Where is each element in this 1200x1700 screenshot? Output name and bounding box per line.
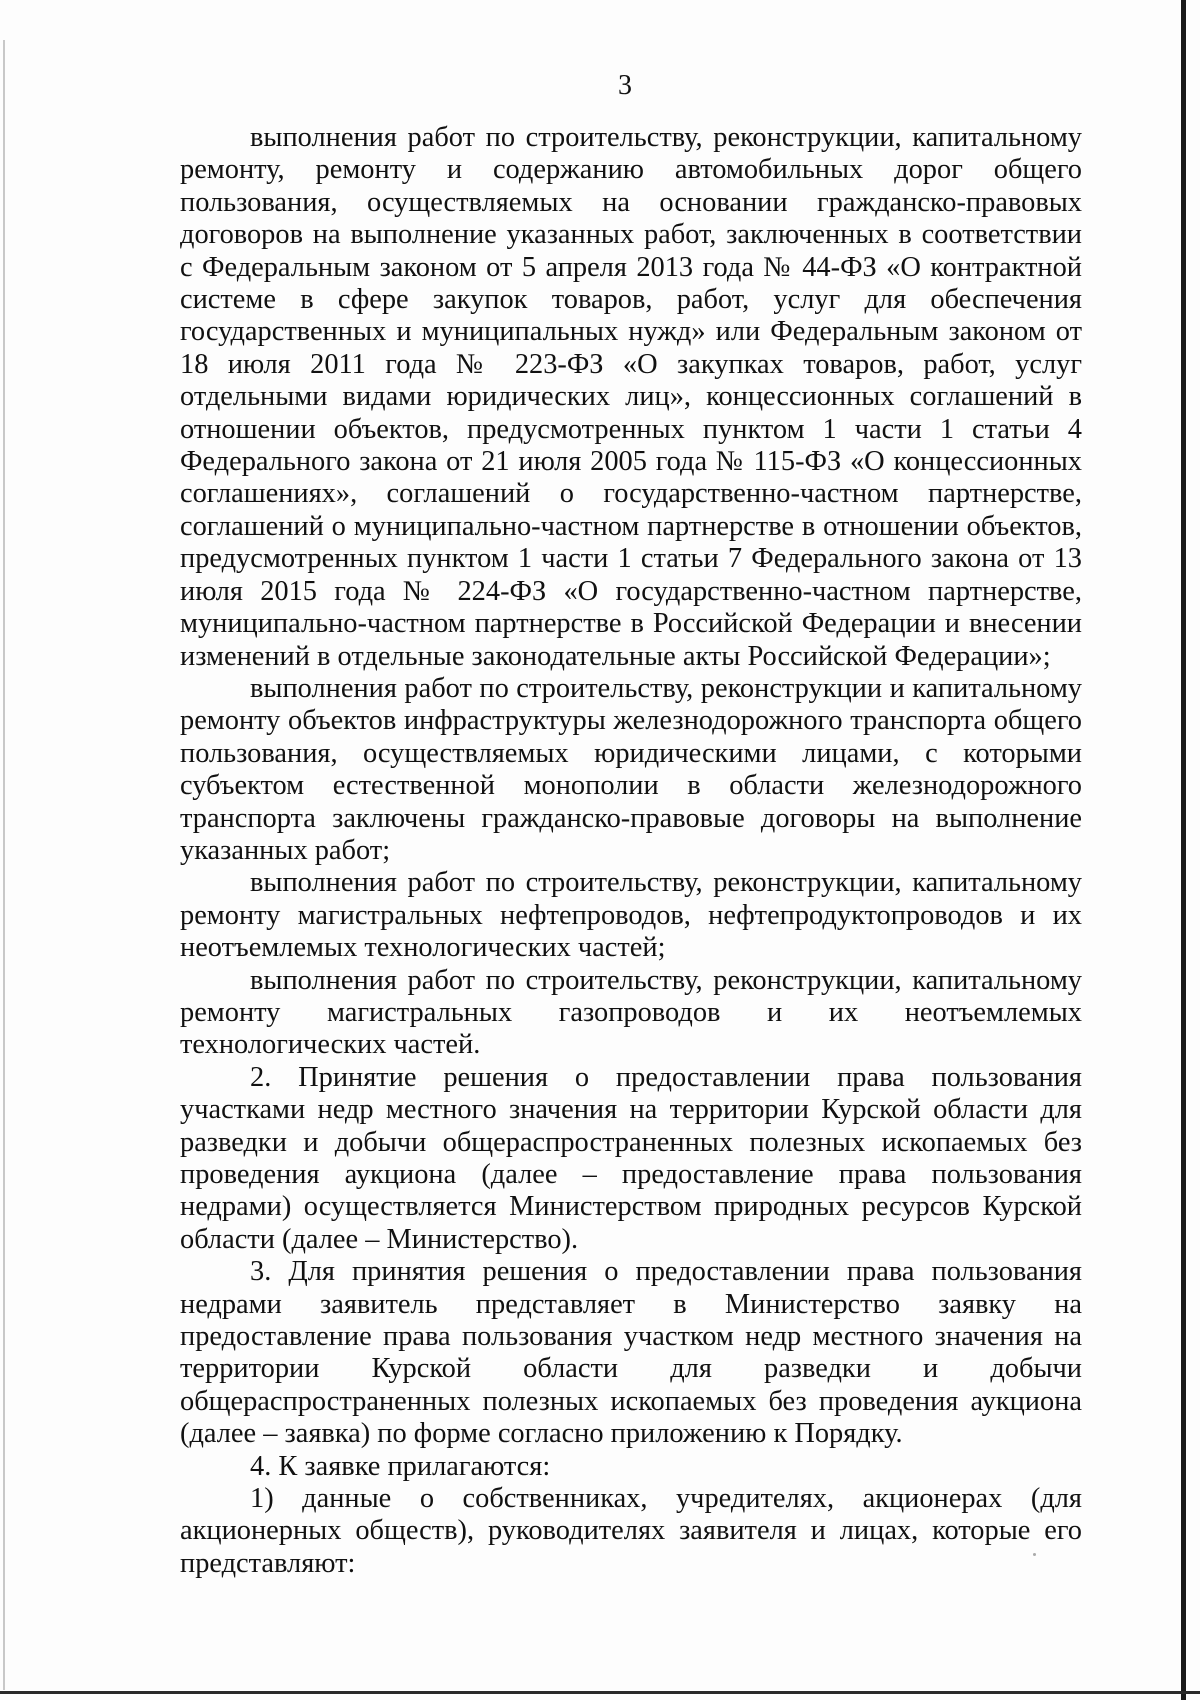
document-body: [180, 122, 1082, 1580]
paragraph-item-2: 2. Принятие решения о предоставлении права пользования участками недр местного значения на территории Курской области для разведки и добычи общераспространенных полезных ископаемых без проведения аукциона (далее – предоставление права пользования недрами) осуществляется Министерством природных ресурсов Курской области (далее – Министерство).: [180, 1061, 1082, 1255]
paragraph-gas-pipeline-works: выполнения работ по строительству, реконструкции, капитальному ремонту магистральных газопроводов и их неотъемлемых технологических частей.: [180, 964, 1082, 1061]
paragraph-item-4: 4. К заявке прилагаются:: [250, 1450, 551, 1482]
paragraph-subitem-1: 1) данные о собственниках, учредителях, акционерах (для акционерных обществ), руководителях заявителя и лицах, которые его представляют:: [180, 1483, 1082, 1579]
paragraph-railway-works: выполнения работ по строительству, реконструкции и капитальному ремонту объектов инфраструктуры железнодорожного транспорта общего пользования, осуществляемых юридическими лицами, с которыми субъектом естественной монополии в области железнодорожного транспорта заключены гражданско-правовые договоры на выполнение указанных работ;: [180, 672, 1082, 866]
scan-edge-left: [3, 40, 5, 1690]
page-number: 3: [618, 70, 632, 101]
paragraph-highway-works: выполнения работ по строительству, реконструкции, капитальному ремонту, ремонту и содержанию автомобильных дорог общего пользования, осуществляемых на основании гражданско-правовых договоров на выполнение указанных работ, заключенных в соответствии с Федеральным законом от 5 апреля 2013 года № 44-ФЗ «О контрактной системе в сфере закупок товаров, работ, услуг для обеспечения государственных и муниципальных нужд» или Федеральным законом от 18 июля 2011 года № 223-ФЗ «О закупках товаров, работ, услуг отдельными видами юридических лиц», концессионных соглашений в отношении объектов, предусмотренных пунктом 1 части 1 статьи 4 Федерального закона от 21 июля 2005 года № 115-ФЗ «О концессионных соглашениях», соглашений о государственно-частном партнерстве, соглашений о муниципально-частном партнерстве в отношении объектов, предусмотренных пунктом 1 части 1 статьи 7 Федерального закона от 13 июля 2015 года № 224-ФЗ «О государственно-частном партнерстве, муниципально-частном партнерстве в Российской Федерации и внесении изменений в отдельные законодательные акты Российской Федерации»;: [180, 122, 1082, 672]
scan-speck: [1033, 1553, 1036, 1556]
scan-edge-right: [1181, 0, 1186, 1700]
scan-edge-bottom: [0, 1691, 1200, 1694]
paragraph-item-3: 3. Для принятия решения о предоставлении права пользования недрами заявитель представляет в Министерство заявку на предоставление права пользования участком недр местного значения на территории Курской области для разведки и добычи общераспространенных полезных ископаемых без проведения аукциона (далее – заявка) по форме согласно приложению к Порядку.: [180, 1256, 1082, 1450]
paragraph-oil-pipeline-works: выполнения работ по строительству, реконструкции, капитальному ремонту магистральных нефтепроводов, нефтепродуктопроводов и их неотъемлемых технологических частей;: [180, 867, 1082, 964]
